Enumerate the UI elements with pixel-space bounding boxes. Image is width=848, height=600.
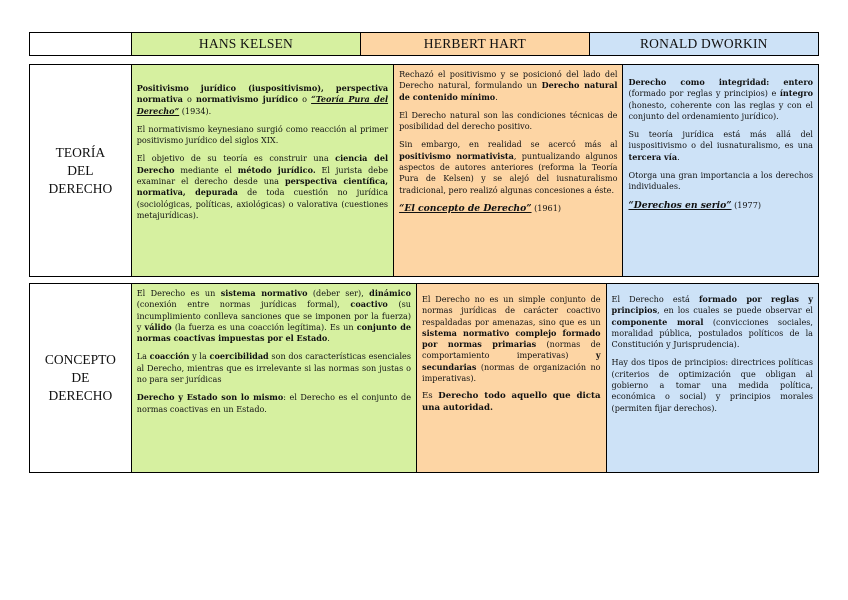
cell-dworkin-teoria [623, 65, 818, 276]
paragraph: La coacción y la coercibilidad son dos características esenciales al Derecho, mientras que es irrelevante si las normas son justas o no para ser jurídicas [136, 351, 412, 385]
paragraph: Su teoría jurídica está más allá del iuspositivismo o del iusnaturalismo, es una tercera vía. [628, 129, 813, 162]
row-label-teoria: TEORÍA DEL DERECHO [30, 65, 132, 276]
header-row [29, 32, 819, 56]
paragraph: El Derecho no es un simple conjunto de normas jurídicas de carácter coactivo respaldadas por amenazas, sino que es un sistema normativo complejo formado por normas primarias (normas de comportamiento imperativas) y secundarias (normas de organización no imperativas). [422, 294, 601, 384]
header-kelsen: HANS KELSEN [132, 33, 361, 55]
paragraph: Sin embargo, en realidad se acercó más al positivismo normativista, puntualizando algunos aspectos de autores anteriores (reforma la Teoría Pura de Kelsen) y se alejó del iusnaturalismo tradicional, pero realizó algunas concesiones a éste. [399, 139, 618, 195]
row-teoria [29, 64, 819, 277]
cell-kelsen-teoria [132, 65, 394, 276]
paragraph: El objetivo de su teoría es construir una ciencia del Derecho mediante el método jurídico. El jurista debe examinar el derecho desde una perspectiva científica, normativa, depurada de toda cuestión no jurídica (sociológicas, políticas, axiológicas) o valorativa (cuestiones metajurídicas). [136, 153, 389, 220]
cell-dworkin-concepto [607, 284, 818, 472]
paragraph: El Derecho es un sistema normativo (deber ser), dinámico (conexión entre normas jurídicas formal), coactivo (su incumplimiento conlleva sanciones que se imponen por la fuerza) y válido (la fuerza es una coacción legítima). Es un conjunto de normas coactivas impuestas por el Estado. [136, 288, 412, 344]
paragraph: El Derecho está formado por reglas y principios, en los cuales se puede observar el componente moral (convicciones sociales, moralidad pública, postulados políticos de la Constitución y Jurisprudencia). [611, 294, 814, 350]
row-concepto [29, 283, 819, 473]
paragraph: Es Derecho todo aquello que dicta una autoridad. [422, 391, 601, 413]
paragraph: Positivismo jurídico (iuspositivismo), perspectiva normativa o normativismo jurídico o “Teoría Pura del Derecho” (1934). [136, 83, 389, 116]
paragraph: El normativismo keynesiano surgió como reacción al primer positivismo jurídico del siglos XIX. [136, 123, 389, 146]
paragraph: Derecho y Estado son lo mismo: el Derecho es el conjunto de normas coactivas en un Estado. [136, 392, 412, 414]
paragraph: “El concepto de Derecho” (1961) [399, 202, 562, 214]
header-dworkin: RONALD DWORKIN [590, 33, 818, 55]
cell-hart-concepto [417, 284, 607, 472]
paragraph: Derecho como integridad: entero (formado por reglas y principios) e íntegro (honesto, coherente con las reglas y con el conjunto del ordenamiento jurídico). [628, 77, 813, 121]
row-label-concepto: CONCEPTO DE DERECHO [30, 284, 132, 472]
paragraph: Rechazó el positivismo y se posicionó del lado del Derecho natural, formulando un Derecho natural de contenido mínimo. [399, 69, 618, 102]
paragraph: Otorga una gran importancia a los derechos individuales. [628, 170, 813, 192]
header-hart: HERBERT HART [361, 33, 589, 55]
cell-hart-teoria [394, 65, 623, 276]
paragraph: El Derecho natural son las condiciones técnicas de posibilidad del derecho positivo. [399, 109, 618, 132]
cell-kelsen-concepto [132, 284, 417, 472]
paragraph: Hay dos tipos de principios: directrices políticas (criterios de optimización que obligan al gobierno a tomar una medida política, económica o social) y principios morales (permiten fijar derechos). [611, 357, 814, 413]
header-empty-cell [30, 33, 132, 55]
paragraph: “Derechos en serio” (1977) [628, 199, 762, 211]
